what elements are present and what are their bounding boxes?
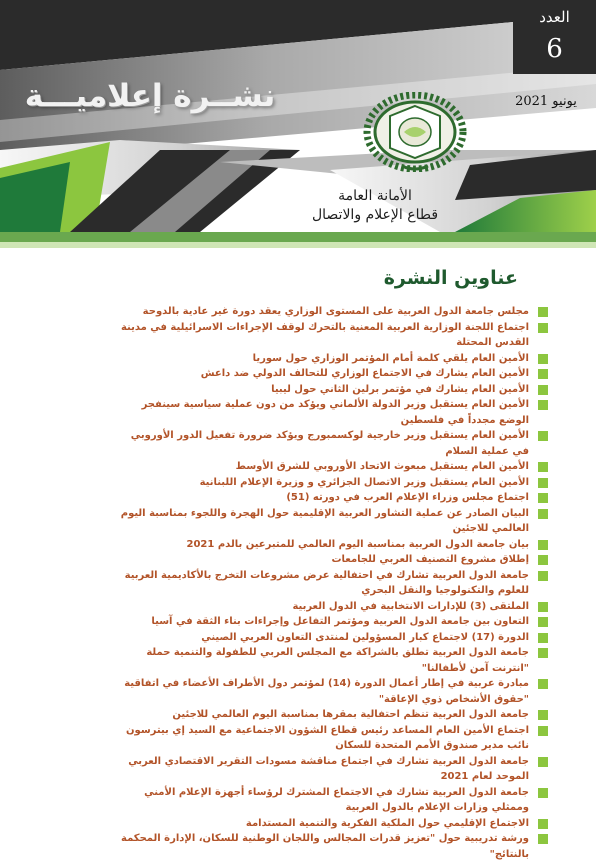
green-square-icon bbox=[538, 602, 548, 612]
green-square-icon bbox=[538, 354, 548, 364]
headline-text: الأمين العام يستقبل وزير الدولة الألماني ويؤكد من دون عملية سياسية سينفجر الوضع مجدداً في فلسطين bbox=[141, 399, 529, 426]
headline-text: الأمين العام يستقبل مبعوث الاتحاد الأوروبي للشرق الأوسط bbox=[235, 461, 529, 472]
green-square-icon bbox=[538, 323, 548, 333]
green-square-icon bbox=[538, 788, 548, 798]
headline-text: البيان الصادر عن عملية التشاور العربية الإقليمية حول الهجرة واللجوء بمناسبة اليوم العالمي للاجئين bbox=[120, 507, 529, 534]
headline-item bbox=[120, 320, 548, 351]
headline-text: الملتقى (3) للإدارات الانتخابية في الدول العربية bbox=[292, 600, 529, 612]
headline-item bbox=[120, 304, 548, 320]
headline-text: جامعة الدول العربية تشارك في احتفالية عرض مشروعات التخرج بالأكاديمية العربية للعلوم والتكنولوجيا والنقل البحري bbox=[124, 569, 529, 596]
headline-item bbox=[120, 614, 548, 630]
headline-text: اجتماع مجلس وزراء الإعلام العرب في دورته (51) bbox=[286, 492, 529, 503]
green-square-icon bbox=[538, 679, 548, 689]
headline-text: جامعة الدول العربية تطلق بالشراكة مع المجلس العربي للطفولة والتنمية حملة "انترنت آمن لأطفالنا" bbox=[146, 647, 529, 674]
newsletter-title: نشــرة إعلاميـــة bbox=[24, 78, 276, 114]
headline-text: جامعة الدول العربية تشارك في اجتماع مناقشة مسودات التقرير الاقتصادي العربي الموحد لعام 2021 bbox=[128, 755, 529, 782]
headline-item bbox=[120, 599, 548, 615]
cover-header bbox=[0, 0, 596, 265]
headline-text: اجتماع الأمين العام المساعد رئيس قطاع الشؤون الاجتماعية مع السيد إي بيترسون نائب مدير صندوق الأمم المتحدة للسكان bbox=[126, 724, 529, 751]
green-square-icon bbox=[538, 431, 548, 441]
green-square-icon bbox=[538, 757, 548, 767]
green-square-icon bbox=[538, 726, 548, 736]
green-square-icon bbox=[538, 555, 548, 565]
green-square-icon bbox=[538, 509, 548, 519]
headline-item bbox=[120, 382, 548, 398]
headline-item bbox=[120, 754, 548, 785]
headline-item bbox=[120, 723, 548, 754]
headline-text: الأمين العام يشارك في الاجتماع الوزاري للتحالف الدولي ضد داعش bbox=[200, 368, 529, 379]
headline-text: التعاون بين جامعة الدول العربية ومؤتمر التفاعل وإجراءات بناء الثقة في آسيا bbox=[151, 616, 529, 627]
headline-text: بيان جامعة الدول العربية بمناسبة اليوم العالمي للمتبرعين بالدم 2021 bbox=[186, 538, 529, 550]
headline-item bbox=[120, 490, 548, 506]
issue-number: 6 bbox=[546, 34, 563, 64]
headline-text: إطلاق مشروع التصنيف العربي للجامعات bbox=[331, 554, 529, 565]
headline-item bbox=[120, 552, 548, 568]
headline-item bbox=[120, 459, 548, 475]
headline-item bbox=[120, 397, 548, 428]
headline-item bbox=[120, 475, 548, 491]
arab-league-emblem-icon bbox=[362, 92, 468, 172]
headline-text: جامعة الدول العربية تشارك في الاجتماع المشترك لرؤساء أجهزة الإعلام الأمني وممثلي وزارات الإعلام بالدول العربية bbox=[144, 786, 529, 813]
headline-item bbox=[120, 676, 548, 707]
green-square-icon bbox=[538, 540, 548, 550]
green-square-icon bbox=[538, 633, 548, 643]
green-square-icon bbox=[538, 571, 548, 581]
headline-item bbox=[120, 630, 548, 646]
green-square-icon bbox=[538, 834, 548, 844]
green-square-icon bbox=[538, 617, 548, 627]
green-square-icon bbox=[538, 385, 548, 395]
headline-item bbox=[120, 428, 548, 459]
headline-item bbox=[120, 537, 548, 553]
headline-text: الاجتماع الإقليمي حول الملكية الفكرية والتنمية المستدامة bbox=[245, 817, 529, 829]
headline-text: الأمين العام يستقبل وزير خارجية لوكسمبورج ويؤكد ضرورة تفعيل الدور الأوروبي في عملية السلام bbox=[130, 430, 529, 457]
green-square-icon bbox=[538, 710, 548, 720]
contents-heading: عناوين النشرة bbox=[383, 267, 518, 289]
headline-item bbox=[120, 831, 548, 862]
green-square-icon bbox=[538, 400, 548, 410]
green-square-icon bbox=[538, 493, 548, 503]
headline-item bbox=[120, 645, 548, 676]
headline-text: ورشة تدريبية حول "تعزيز قدرات المجالس واللجان الوطنية للسكان، الإدارة المحكمة بالنتائج" bbox=[121, 833, 529, 860]
headline-item bbox=[120, 816, 548, 832]
headline-text: الدورة (17) لاجتماع كبار المسؤولين لمنتدى التعاون العربي الصيني bbox=[201, 631, 529, 643]
green-square-icon bbox=[538, 462, 548, 472]
org-line-2: قطاع الإعلام والاتصال bbox=[311, 207, 439, 223]
headline-text: الأمين العام يستقبل وزير الاتصال الجزائري و وزيرة الإعلام اللبنانية bbox=[199, 476, 529, 488]
headline-item bbox=[120, 366, 548, 382]
headline-text: اجتماع اللجنة الوزارية العربية المعنية بالتحرك لوقف الإجراءات الاسرائيلية في مدينة القدس المحتلة bbox=[120, 321, 529, 348]
headline-item bbox=[120, 707, 548, 723]
headline-text: مجلس جامعة الدول العربية على المستوى الوزاري يعقد دورة غير عادية بالدوحة bbox=[142, 306, 529, 317]
issue-date: يونيو 2021 bbox=[515, 94, 577, 109]
headline-item bbox=[120, 568, 548, 599]
headlines-list bbox=[120, 304, 548, 862]
headline-text: الأمين العام يشارك في مؤتمر برلين الثاني حول ليبيا bbox=[271, 383, 529, 395]
green-square-icon bbox=[538, 307, 548, 317]
issue-label: العدد bbox=[539, 8, 570, 26]
issue-box bbox=[513, 0, 596, 74]
headline-item bbox=[120, 351, 548, 367]
green-square-icon bbox=[538, 369, 548, 379]
headline-item bbox=[120, 785, 548, 816]
headline-item bbox=[120, 506, 548, 537]
green-square-icon bbox=[538, 478, 548, 488]
org-line-1: الأمانة العامة bbox=[338, 188, 412, 204]
header-background bbox=[0, 0, 596, 265]
headline-text: جامعة الدول العربية تنظم احتفالية بمقرها بمناسبة اليوم العالمي للاجئين bbox=[172, 709, 529, 720]
green-square-icon bbox=[538, 819, 548, 829]
headline-text: الأمين العام يلقي كلمة أمام المؤتمر الوزاري حول سوريا bbox=[252, 352, 529, 364]
green-square-icon bbox=[538, 648, 548, 658]
headline-text: مبادرة عربية في إطار أعمال الدورة (14) لمؤتمر دول الأطراف الأعضاء في اتفاقية "حقوق الأشخاص ذوي الإعاقة" bbox=[124, 678, 529, 705]
